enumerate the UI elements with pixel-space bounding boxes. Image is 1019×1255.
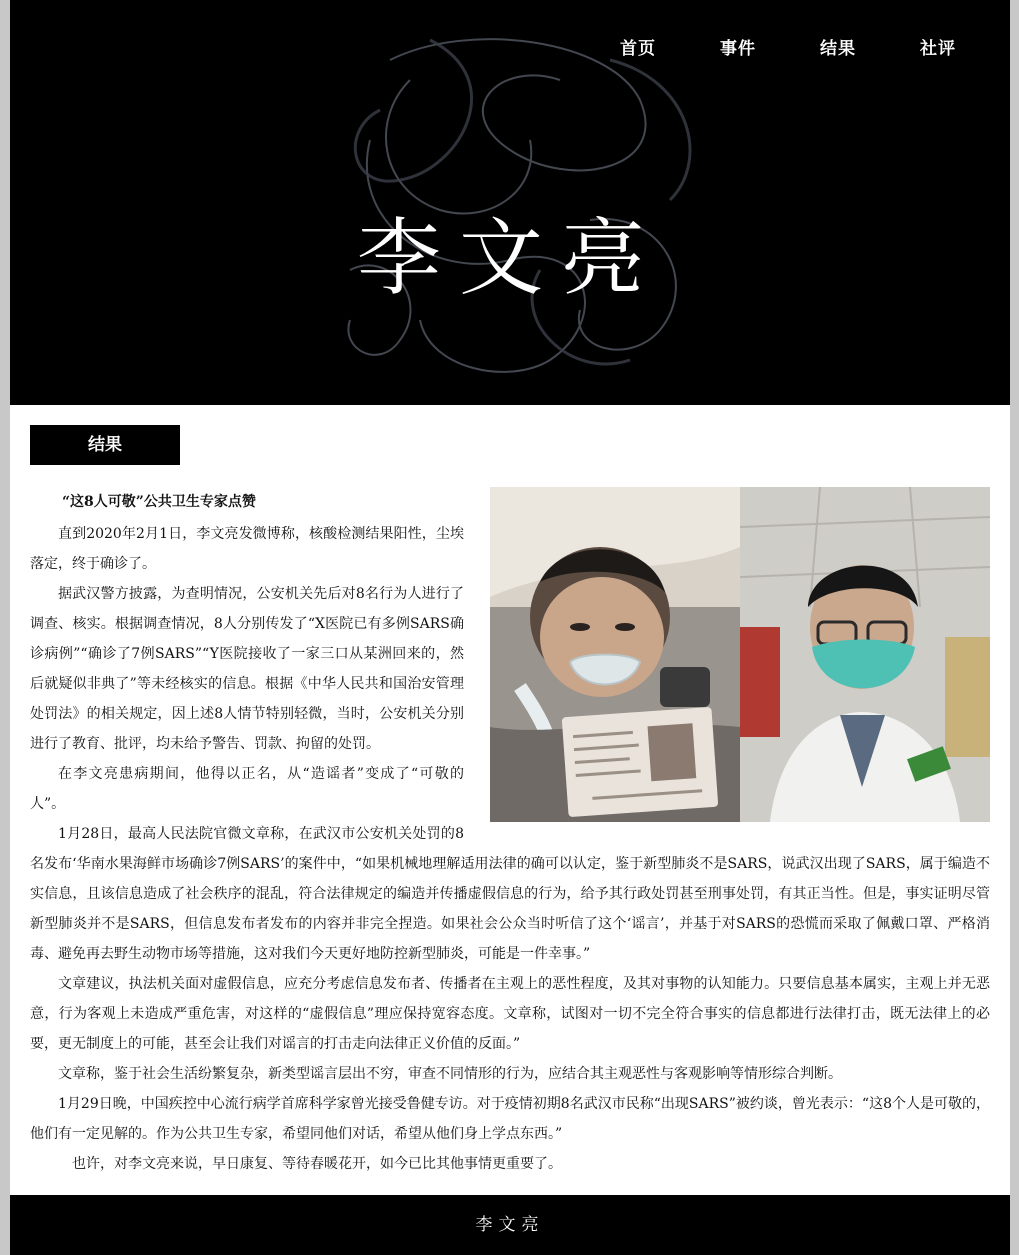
article-photos (490, 487, 990, 822)
article-paragraph: 直到2020年2月1日，李文亮发微博称，核酸检测结果阳性，尘埃落定，终于确诊了。 (30, 526, 464, 572)
article-paragraph: 1月28日，最高人民法院官微文章称，在武汉市公安机关处罚的8名发布‘华南水果海鲜市场确诊7例SARS’的案件中，“如果机械地理解适用法律的确可以认定，鉴于新型肺炎不是SARS，说武汉出现了SARS，属于编造不实信息，且该信息造成了社会秩序的混乱，符合法律规定的编造并传播虚假信息的行为，给予其行政处罚甚至刑事处罚，有其正当性。但是，事实证明尽管新型肺炎并不是SARS，但信息发布者发布的内容并非完全捏造。如果社会公众当时听信了这个‘谣言’，并基于对SARS的恐慌而采取了佩戴口罩、严格消毒、避免再去野生动物市场等措施，这对我们今天更好地防控新型肺炎，可能是一件幸事。” (30, 826, 990, 962)
hero-banner (10, 0, 1010, 405)
article-body (30, 487, 990, 1179)
hospital-bed-photo (490, 487, 740, 822)
nav-results-link[interactable]: 结果 (820, 39, 856, 59)
main-nav (588, 34, 988, 59)
nav-commentary-link[interactable]: 社评 (920, 39, 956, 59)
page (10, 0, 1010, 1255)
hero-title: 李文亮 (356, 209, 663, 308)
article-heading: “这8人可敬”公共卫生专家点赞 (62, 494, 256, 510)
section-label: 结果 (30, 425, 180, 465)
nav-events-link[interactable]: 事件 (720, 39, 756, 59)
article-closing: 也许，对李文亮来说，早日康复、等待春暖花开，如今已比其他事情更重要了。 (72, 1156, 562, 1172)
article-paragraph: 据武汉警方披露，为查明情况，公安机关先后对8名行为人进行了调查、核实。根据调查情况，8人分别传发了“X医院已有多例SARS确诊病例”“确诊了7例SARS”“Y医院接收了一家三口从某洲回来的，然后就疑似非典了”等未经核实的信息。根据《中华人民共和国治安管理处罚法》的相关规定，因上述8人情节特别轻微，当时，公安机关分别进行了教育、批评，均未给予警告、罚款、拘留的处罚。 (30, 586, 464, 752)
article-paragraph: 文章称，鉴于社会生活纷繁复杂，新类型谣言层出不穷，审查不同情形的行为，应结合其主观恶性与客观影响等情形综合判断。 (58, 1066, 842, 1082)
nav-home-link[interactable]: 首页 (620, 39, 656, 59)
doctor-mask-photo (740, 487, 990, 822)
article-paragraph: 文章建议，执法机关面对虚假信息，应充分考虑信息发布者、传播者在主观上的恶性程度，及其对事物的认知能力。只要信息基本属实，主观上并无恶意，行为客观上未造成严重危害，对这样的“虚假信息”理应保持宽容态度。文章称，试图对一切不完全符合事实的信息都进行法律打击，既无法律上的必要，更无制度上的可能，甚至会让我们对谣言的打击走向法律正义价值的反面。” (30, 976, 990, 1052)
page-footer: 李文亮 (10, 1195, 1010, 1255)
article-paragraph: 1月29日晚，中国疾控中心流行病学首席科学家曾光接受鲁健专访。对于疫情初期8名武汉市民称“出现SARS”被约谈，曾光表示：“这8个人是可敬的，他们有一定见解的。作为公共卫生专家，希望同他们对话，希望从他们身上学点东西。” (30, 1096, 990, 1142)
article-paragraph: 在李文亮患病期间，他得以正名，从“造谣者”变成了“可敬的人”。 (30, 766, 464, 812)
